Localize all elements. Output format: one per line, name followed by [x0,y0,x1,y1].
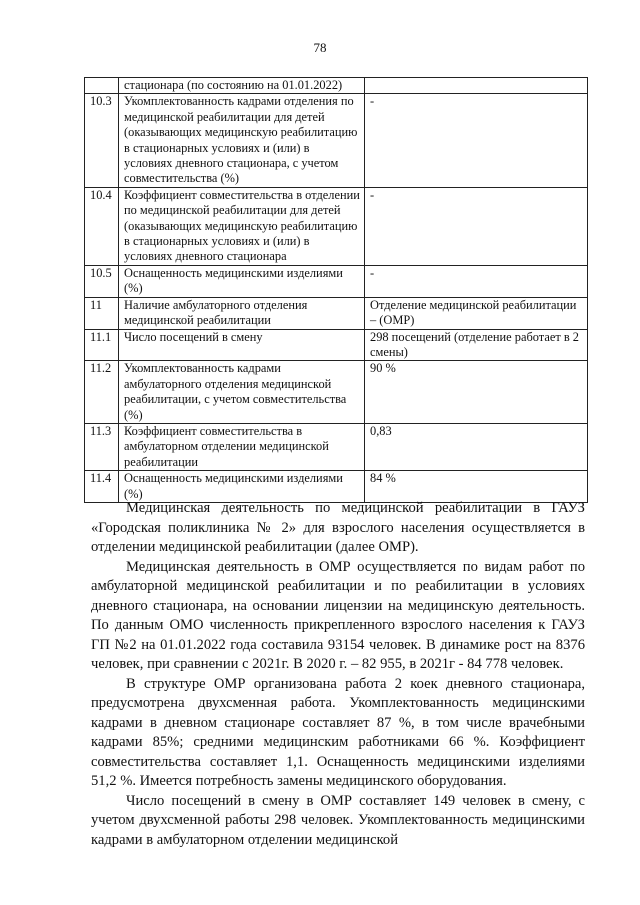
paragraph: В структуре ОМР организована работа 2 коек дневного стационара, предусмотрена двухсменная работа. Укомплектованность медицинскими кадрами в дневном стационаре составляет 87 %, в том числе врачебными кадрами 85%; средними медицинским работниками 66 %. Коэффициент совместительства составляет 1,1. Оснащенность медицинскими изделиями 51,2 %. Имеется потребность замены медицинского оборудования. [91,675,585,789]
indicator-value: - [365,187,588,265]
indicator-value: 0,83 [365,423,588,470]
table-row [85,361,588,424]
indicator-name: Наличие амбулаторного отделения медицинской реабилитации [119,297,365,329]
indicator-name: Коэффициент совместительства в амбулаторном отделении медицинской реабилитации [119,423,365,470]
indicator-value: 90 % [365,361,588,424]
row-number: 11.3 [85,423,119,470]
table-row [85,423,588,470]
indicator-value: - [365,265,588,297]
table-row [85,329,588,361]
indicator-value: Отделение медицинской реабилитации – (ОМР) [365,297,588,329]
indicator-name: Укомплектованность кадрами амбулаторного отделения медицинской реабилитации, с учетом совместительства (%) [119,361,365,424]
paragraph: Медицинская деятельность в ОМР осуществляется по видам работ по амбулаторной медицинской реабилитации и по реабилитации в условиях дневного стационара, на основании лицензии на медицинскую деятельность. По данным ОМО численность прикрепленного взрослого населения к ГАУЗ ГП №2 на 01.01.2022 года составила 93154 человек. В динамике рост на 8376 человек, при сравнении с 2021г. В 2020 г. – 82 955, в 2021г - 84 778 человек. [91,558,585,672]
row-number: 10.5 [85,265,119,297]
indicator-name: стационара (по состоянию на 01.01.2022) [119,78,365,94]
row-number: 11.1 [85,329,119,361]
table-row [85,94,588,187]
table-row [85,297,588,329]
row-number: 10.4 [85,187,119,265]
indicators-table [84,77,588,503]
indicator-name: Коэффициент совместительства в отделении по медицинской реабилитации для детей (оказывающих медицинскую реабилитацию в стационарных условиях и (или) в условиях дневного стационара [119,187,365,265]
table-row [85,471,588,503]
table-row [85,187,588,265]
indicator-name: Оснащенность медицинскими изделиями (%) [119,265,365,297]
row-number: 11 [85,297,119,329]
indicator-name: Укомплектованность кадрами отделения по медицинской реабилитации для детей (оказывающих медицинскую реабилитацию в стационарных условиях и (или) в условиях дневного стационара, с учетом совместительства (%) [119,94,365,187]
indicator-value: 84 % [365,471,588,503]
indicator-value [365,78,588,94]
indicator-name: Оснащенность медицинскими изделиями (%) [119,471,365,503]
row-number [85,78,119,94]
indicator-value: 298 посещений (отделение работает в 2 смены) [365,329,588,361]
indicator-name: Число посещений в смену [119,329,365,361]
row-number: 11.2 [85,361,119,424]
row-number: 10.3 [85,94,119,187]
table-row [85,78,588,94]
paragraph: Число посещений в смену в ОМР составляет 149 человек в смену, с учетом двухсменной работы 298 человек. Укомплектованность медицинскими кадрами в амбулаторном отделении медицинской [91,792,585,848]
table-row [85,265,588,297]
paragraph: Медицинская деятельность по медицинской реабилитации в ГАУЗ «Городская поликлиника № 2» для взрослого населения осуществляется в отделении медицинской реабилитации (далее ОМР). [91,500,585,555]
page-number: 78 [313,40,327,55]
indicator-value: - [365,94,588,187]
row-number: 11.4 [85,471,119,503]
body-text [91,499,585,850]
